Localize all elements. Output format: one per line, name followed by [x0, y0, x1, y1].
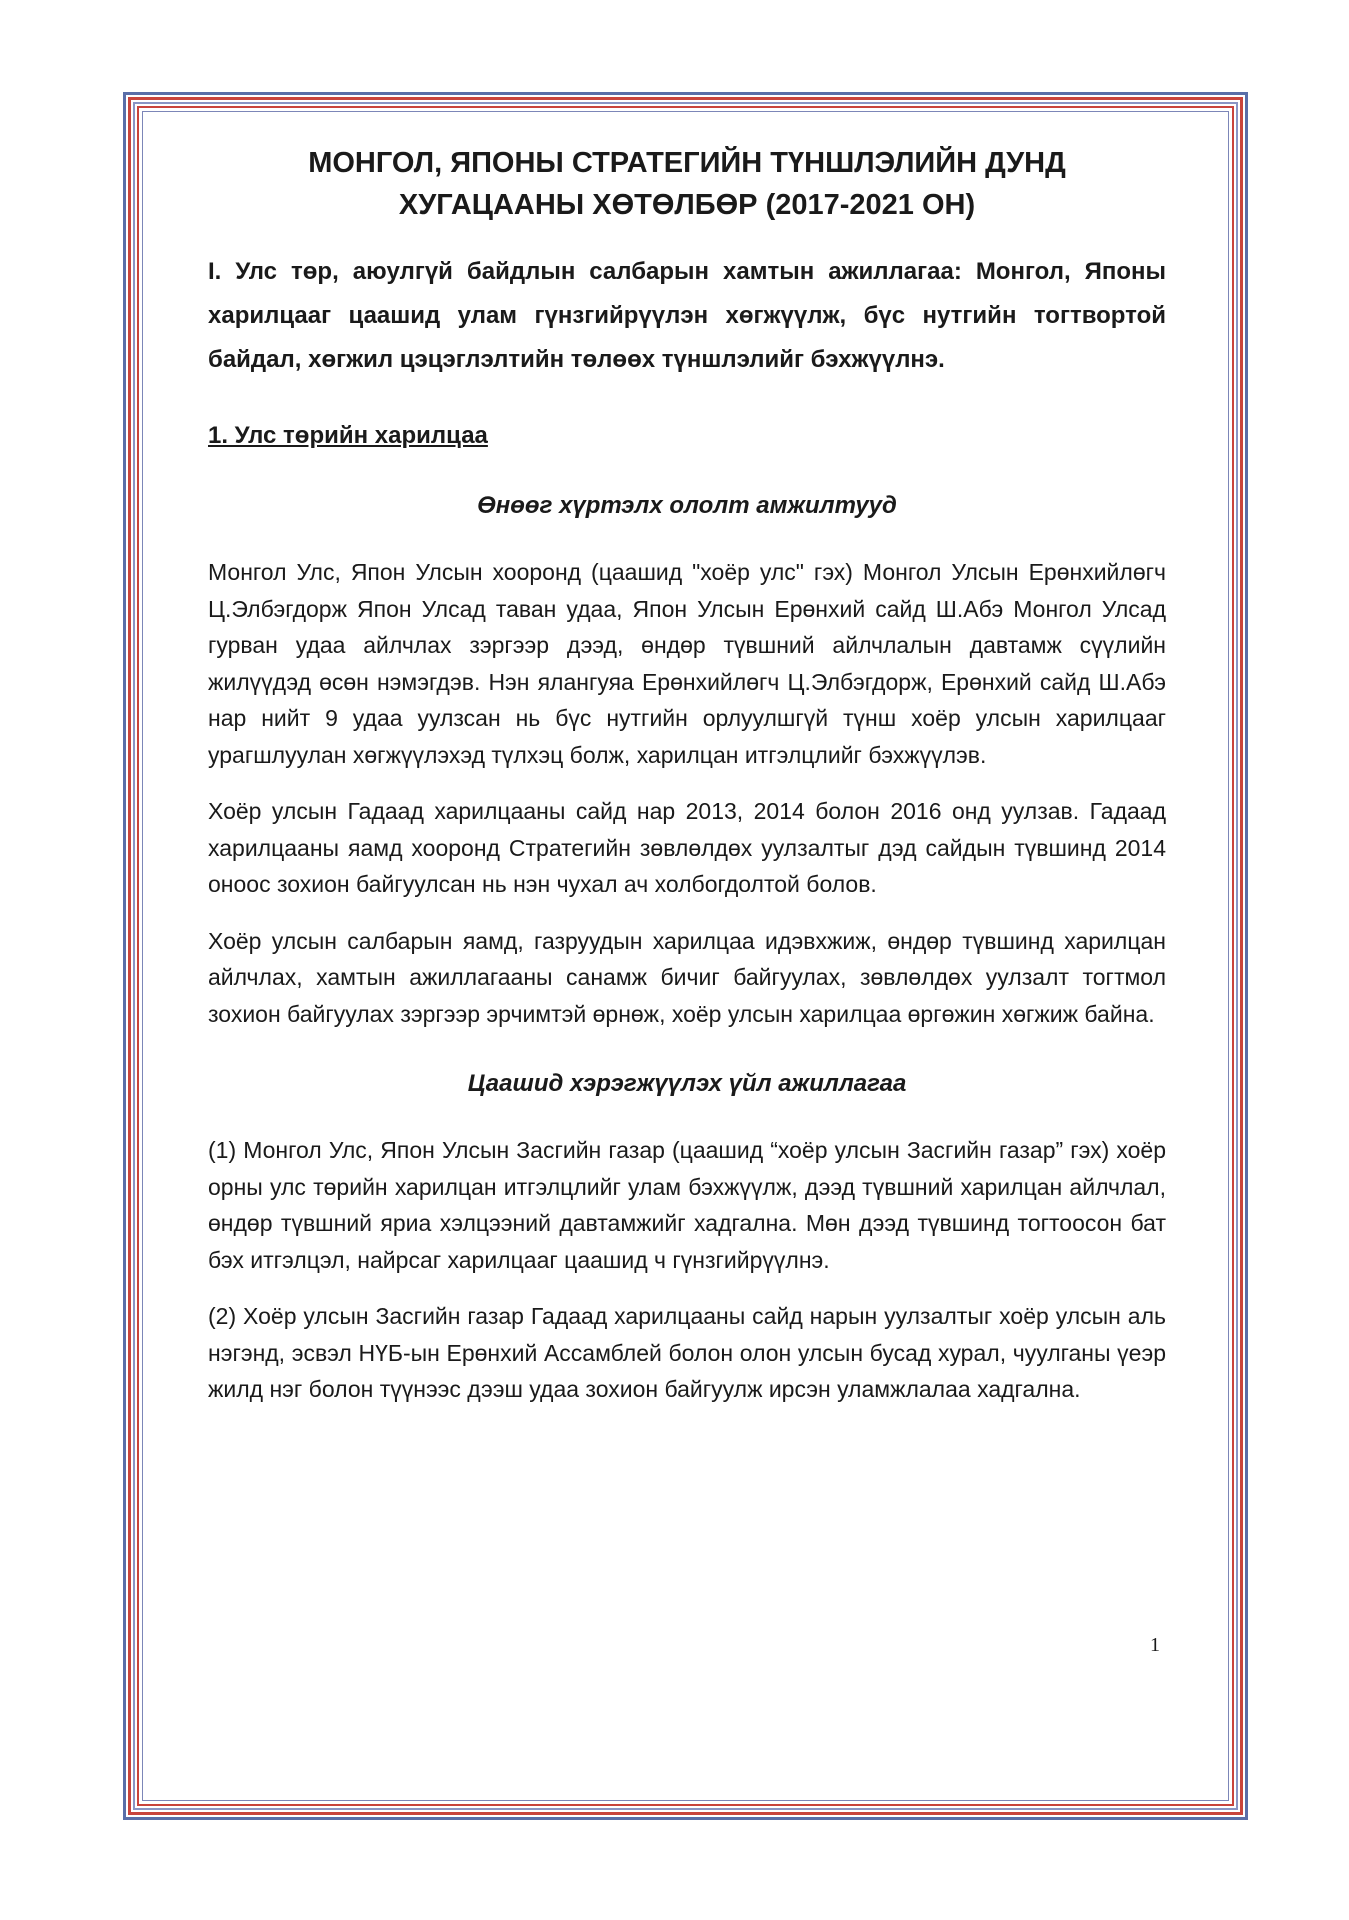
paragraph-5: (2) Хоёр улсын Засгийн газар Гадаад харилцааны сайд нарын уулзалтыг хоёр улсын аль нэгэнд, эсвэл НҮБ-ын Ерөнхий Ассамблей болон олон улсын бусад хурал, чуулганы үеэр жилд нэг болон түүнээс дээш удаа зохион байгуулж ирсэн уламжлалаа хадгална. [208, 1303, 1166, 1402]
paragraph-4: (1) Монгол Улс, Япон Улсын Засгийн газар (цаашид “хоёр улсын Засгийн газар” гэх) хоёр орны улс төрийн харилцан итгэлцлийг улам бэхжүүлж, дээд түвшний харилцан айлчлал, өндөр түвшний яриа хэлцээний давтамжийг хадгална. Мөн дээд түвшинд тогтоосон бат бэх итгэлцэл, найрсаг харилцааг цаашид ч гүнзгийрүүлнэ. [208, 1137, 1166, 1273]
title-line-2: ХУГАЦААНЫ ХӨТӨЛБӨР (2017-2021 ОН) [398, 189, 976, 221]
paragraph-2: Хоёр улсын Гадаад харилцааны сайд нар 2013, 2014 болон 2016 онд уулзав. Гадаад харилцааны яамд хооронд Стратегийн зөвлөлдөх уулзалтыг дэд сайдын түвшинд 2014 оноос зохион байгуулсан нь нэн чухал ач холбогдолтой болов. [208, 798, 1166, 897]
title-line-1: МОНГОЛ, ЯПОНЫ СТРАТЕГИЙН ТҮНШЛЭЛИЙН ДУНД [308, 147, 1066, 179]
document-title [208, 142, 1166, 226]
subsection-title: 1. Улс төрийн харилцаа [208, 422, 488, 449]
paragraph-1: Монгол Улс, Япон Улсын хооронд (цаашид "хоёр улс" гэх) Монгол Улсын Ерөнхийлөгч Ц.Элбэгдорж Япон Улсад таван удаа, Япон Улсын Ерөнхий сайд Ш.Абэ Монгол Улсад гурван удаа айлчлах зэргээр дээд, өндөр түвшний айлчлалын давтамж сүүлийн жилүүдэд өсөн нэмэгдэв. Нэн ялангуяа Ерөнхийлөгч Ц.Элбэгдорж, Ерөнхий сайд Ш.Абэ нар нийт 9 удаа уулзсан нь бүс нутгийн орлуулшгүй түнш хоёр улсын харилцааг урагшлуулан хөгжүүлэхэд түлхэц болж, харилцан итгэлцлийг бэхжүүлэв. [208, 559, 1166, 768]
section-heading: I. Улс төр, аюулгүй байдлын салбарын хамтын ажиллагаа: Монгол, Японы харилцааг цаашид улам гүнзгийрүүлэн хөгжүүлж, бүс нутгийн тогтвортой байдал, хөгжил цэцэглэлтийн төлөөх түншлэлийг бэхжүүлнэ. [208, 258, 1166, 373]
heading-achievements: Өнөөг хүртэлх ололт амжилтууд [477, 492, 897, 519]
paragraph-3: Хоёр улсын салбарын яамд, газруудын харилцаа идэвхжиж, өндөр түвшинд харилцан айлчлах, хамтын ажиллагааны санамж бичиг байгуулах, зөвлөлдөх уулзалт тогтмол зохион байгуулах зэргээр эрчимтэй өрнөж, хоёр улсын харилцаа өргөжин хөгжиж байна. [208, 927, 1166, 1027]
heading-future: Цаашид хэрэгжүүлэх үйл ажиллагаа [467, 1070, 907, 1097]
page-number: 1 [1150, 1634, 1160, 1656]
document-body [208, 142, 1166, 1408]
